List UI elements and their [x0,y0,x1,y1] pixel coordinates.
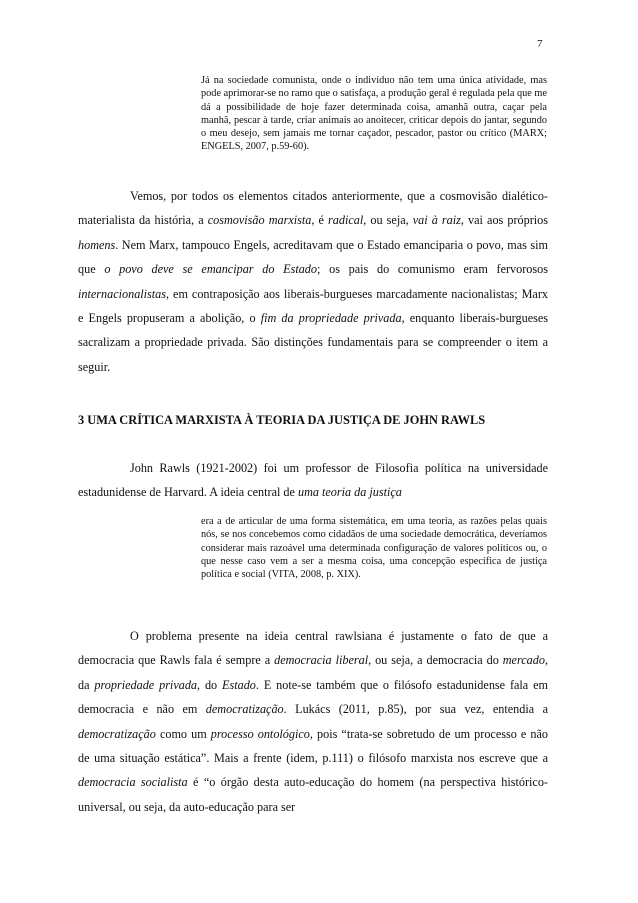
paragraph-democracia: O problema presente na ideia central rawlsiana é justamente o fato de que a democracia que Rawls fala é sempre a democracia liberal, ou seja, a democracia do mercado, da propriedade privada, do Estado. E note-se também que o filósofo estadunidense fala em democracia e não em democratização. Lukács (2011, p.85), por sua vez, entendia a democratização como um processo ontológico, pois “trata-se sobretudo de um processo e não de uma situação estática”. Mais a frente (idem, p.111) o filósofo marxista nos escreve que a democracia socialista é “o órgão desta auto-educação do homem (na perspectiva histórico-universal, ou seja, da auto-educação para ser [78,629,548,814]
paragraph-cosmovisao: Vemos, por todos os elementos citados anteriormente, que a cosmovisão dialético-materialista da história, a cosmovisão marxista, é radical, ou seja, vai à raiz, vai aos próprios homens. Nem Marx, tampouco Engels, acreditavam que o Estado emanciparia o povo, mas sim que o povo deve se emancipar do Estado; os pais do comunismo eram fervorosos internacionalistas, em contraposição aos liberais-burgueses marcadamente nacionalistas; Marx e Engels propuseram a abolição, o fim da propriedade privada, enquanto liberais-burgueses sacralizam a propriedade privada. São distinções fundamentais para se compreender o item a seguir. [78,189,548,374]
page-number: 7 [537,38,543,50]
block-quote-vita: era a de articular de uma forma sistemática, em uma teoria, as razões pelas quais nós, se nos concebemos como cidadãos de uma sociedade democrática, deveríamos considerar mais razoável uma determinada configuração de valores políticos ou, o que nesse caso vem a ser a mesma coisa, uma concepção específica de justiça política e social (VITA, 2008, p. XIX). [201,516,547,581]
paragraph-rawls-intro: John Rawls (1921-2002) foi um professor de Filosofia política na universidade estadunidense de Harvard. A ideia central de uma teoria da justiça [78,461,548,500]
block-quote-marx-engels: Já na sociedade comunista, onde o indivíduo não tem uma única atividade, mas pode aprimorar-se no ramo que o satisfaça, a produção geral é regulada pela que me dá a possibilidade de hoje fazer determinada coisa, amanhã outra, caçar pela manhã, pescar à tarde, criar animais ao anoitecer, criticar depois do jantar, segundo o meu desejo, sem jamais me tornar caçador, pescador, pastor ou crítico (MARX; ENGELS, 2007, p.59-60). [201,75,548,153]
section-heading: 3 UMA CRÍTICA MARXISTA À TEORIA DA JUSTIÇA DE JOHN RAWLS [78,413,486,427]
